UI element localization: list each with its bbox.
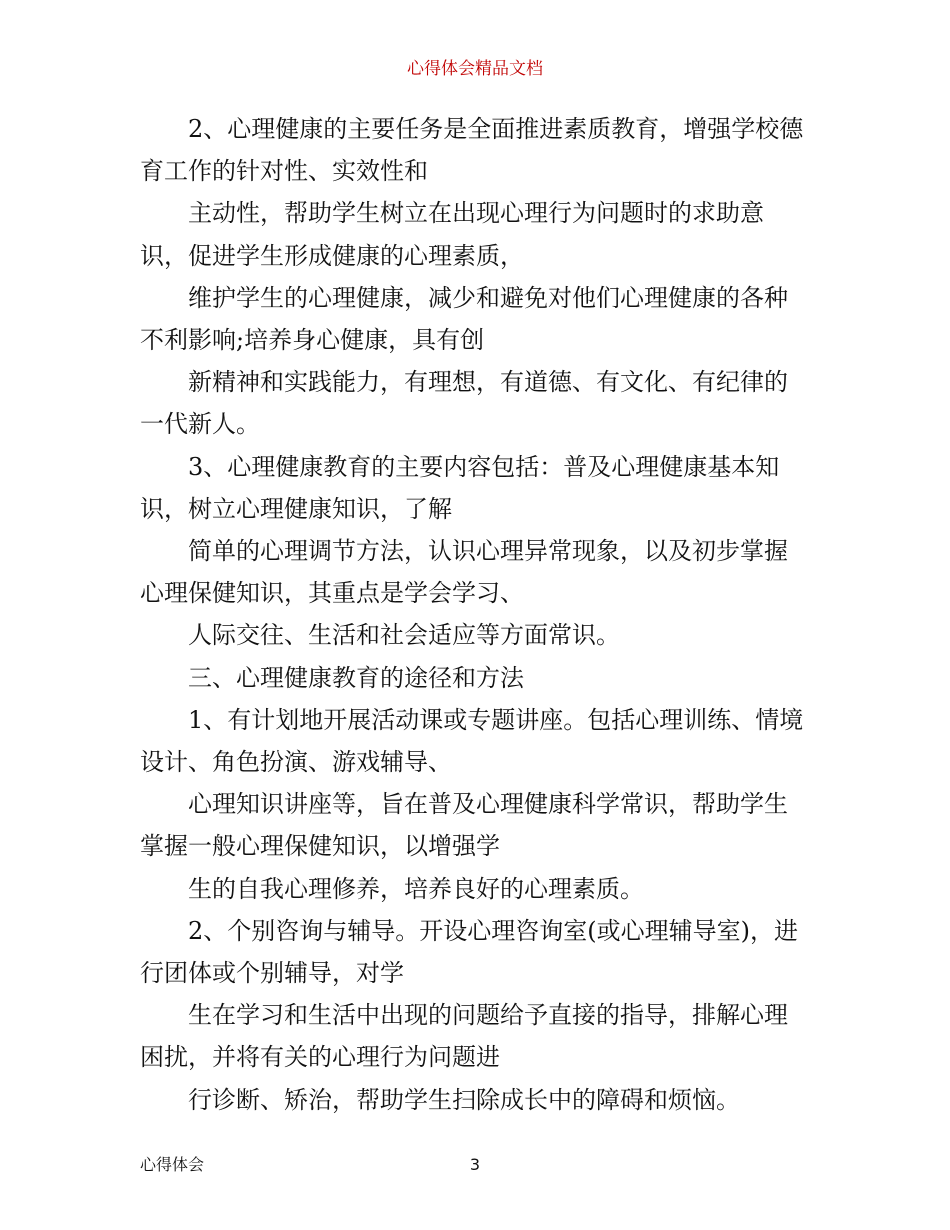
section-heading: 三、心理健康教育的途径和方法 <box>188 663 524 692</box>
paragraph: 人际交往、生活和社会适应等方面常识。 <box>188 621 620 650</box>
page-number: 3 <box>469 1155 481 1174</box>
footer-label: 心得体会 <box>140 1155 205 1174</box>
paragraph: 生在学习和生活中出现的问题给予直接的指导，排解心理困扰，并将有关的心理行为问题进 <box>140 1001 788 1072</box>
document-body <box>140 108 810 1121</box>
paragraph: 简单的心理调节方法，认识心理异常现象，以及初步掌握心理保健知识，其重点是学会学习、 <box>140 537 788 608</box>
paragraph: 行诊断、矫治，帮助学生扫除成长中的障碍和烦恼。 <box>188 1085 740 1114</box>
page-header-title: 心得体会精品文档 <box>407 59 543 79</box>
paragraph: 新精神和实践能力，有理想，有道德、有文化、有纪律的一代新人。 <box>140 368 788 439</box>
paragraph: 2、心理健康的主要任务是全面推进素质教育，增强学校德育工作的针对性、实效性和 <box>140 115 804 186</box>
paragraph: 生的自我心理修养，培养良好的心理素质。 <box>188 874 644 903</box>
paragraph: 2、个别咨询与辅导。开设心理咨询室(或心理辅导室)，进行团体或个别辅导，对学 <box>140 916 798 988</box>
paragraph: 3、心理健康教育的主要内容包括：普及心理健康基本知识，树立心理健康知识，了解 <box>140 452 780 523</box>
paragraph: 心理知识讲座等，旨在普及心理健康科学常识，帮助学生掌握一般心理保健知识，以增强学 <box>140 790 788 861</box>
paragraph: 1、有计划地开展活动课或专题讲座。包括心理训练、情境设计、角色扮演、游戏辅导、 <box>140 705 804 777</box>
paragraph: 维护学生的心理健康，减少和避免对他们心理健康的各种不利影响;培养身心健康，具有创 <box>140 283 788 355</box>
paragraph: 主动性，帮助学生树立在出现心理行为问题时的求助意识，促进学生形成健康的心理素质， <box>140 199 764 270</box>
